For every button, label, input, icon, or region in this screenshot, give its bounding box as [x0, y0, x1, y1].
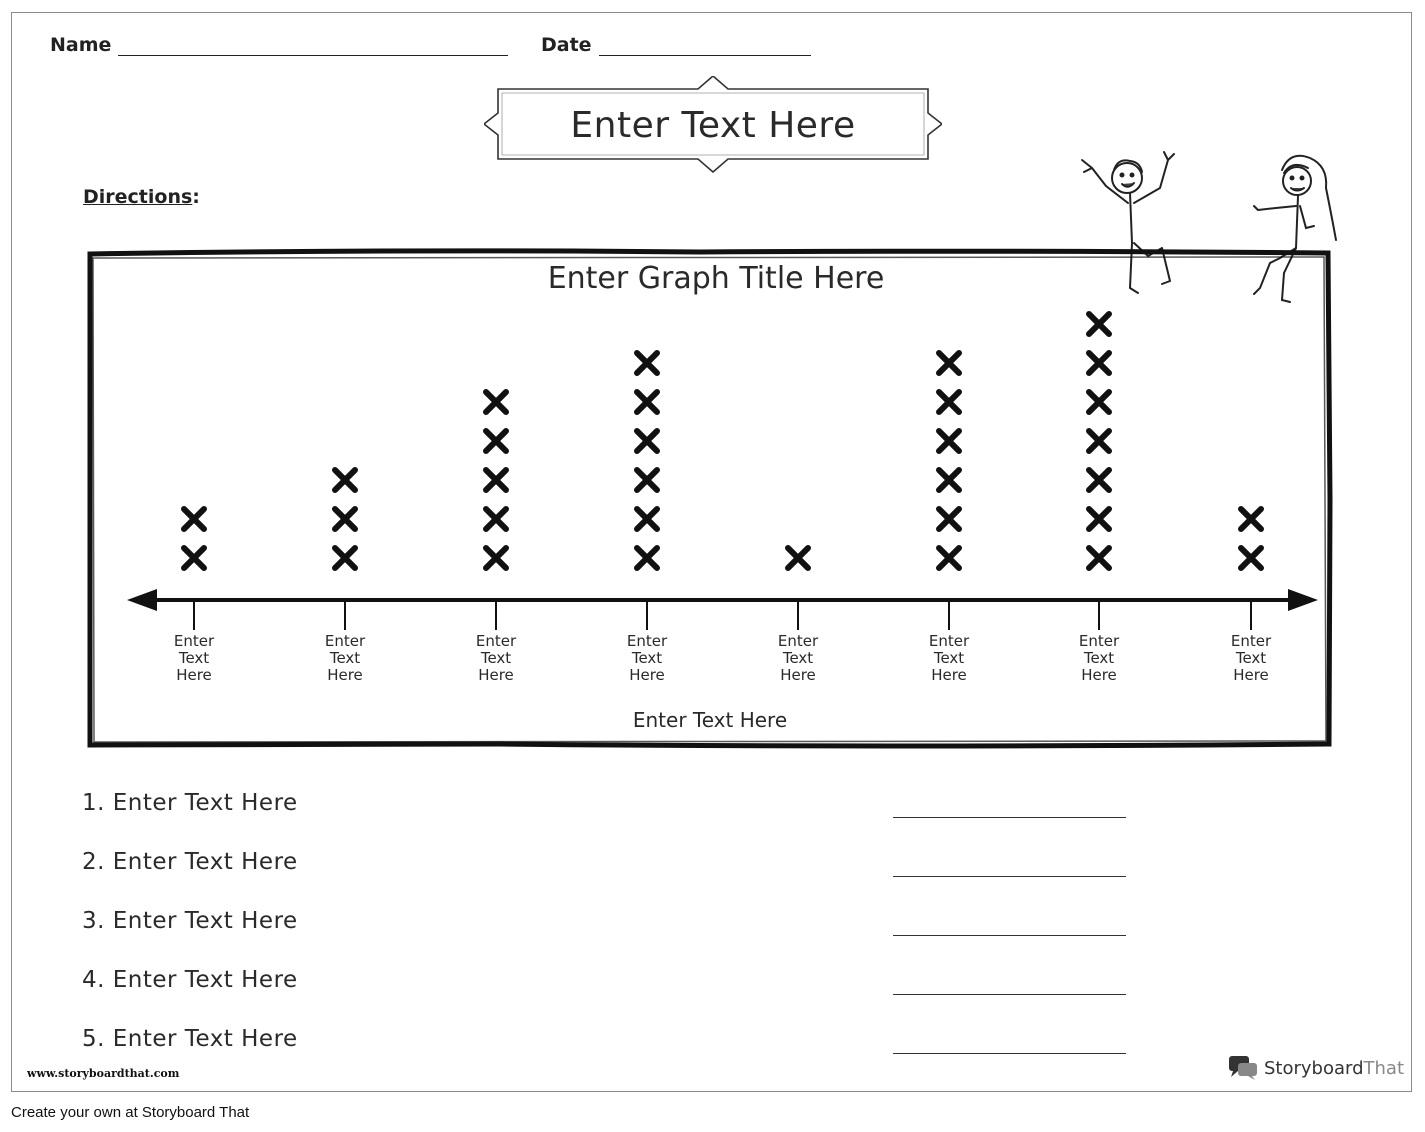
x-mark — [939, 392, 959, 412]
x-mark — [184, 509, 204, 529]
category-label: Enter — [928, 632, 970, 650]
directions-label: Directions: — [83, 186, 200, 208]
footer-url[interactable]: www.storyboardthat.com — [27, 1067, 180, 1080]
question-1[interactable]: 1. Enter Text Here — [82, 790, 298, 816]
question-2[interactable]: 2. Enter Text Here — [82, 849, 298, 875]
category-label: Enter — [324, 632, 366, 650]
date-label: Date — [541, 34, 592, 56]
x-mark — [335, 470, 355, 490]
answer-line-1[interactable] — [893, 817, 1126, 818]
category-label: Enter — [777, 632, 819, 650]
axis-arrow-right — [1288, 589, 1318, 611]
create-your-own-link[interactable]: Create your own at Storyboard That — [11, 1104, 250, 1121]
brand-first: Storyboard — [1264, 1057, 1364, 1079]
category-label: Text — [1083, 649, 1115, 667]
x-mark — [939, 353, 959, 373]
x-mark — [637, 548, 657, 568]
category-label: Here — [478, 666, 514, 684]
x-axis-label: Enter Text Here — [632, 708, 788, 732]
storyboardthat-logo[interactable] — [1228, 1055, 1404, 1081]
category-label: Here — [327, 666, 363, 684]
x-mark — [184, 548, 204, 568]
x-mark — [637, 392, 657, 412]
x-mark — [335, 509, 355, 529]
category-label: Text — [631, 649, 663, 667]
x-mark — [637, 353, 657, 373]
x-mark — [1089, 431, 1109, 451]
answer-line-4[interactable] — [893, 994, 1126, 995]
x-mark — [335, 548, 355, 568]
category-label: Here — [1233, 666, 1269, 684]
category-label: Text — [178, 649, 210, 667]
x-mark — [486, 392, 506, 412]
x-mark — [1089, 314, 1109, 334]
x-mark — [1089, 470, 1109, 490]
x-mark — [1089, 353, 1109, 373]
x-mark — [637, 509, 657, 529]
category-label: Text — [782, 649, 814, 667]
x-mark — [939, 509, 959, 529]
category-label: Enter — [626, 632, 668, 650]
question-4[interactable]: 4. Enter Text Here — [82, 967, 298, 993]
category-label: Here — [629, 666, 665, 684]
category-label: Enter — [173, 632, 215, 650]
x-mark — [1089, 509, 1109, 529]
x-mark — [637, 470, 657, 490]
x-mark — [1089, 548, 1109, 568]
category-label: Enter — [1078, 632, 1120, 650]
x-mark — [637, 431, 657, 451]
question-5[interactable]: 5. Enter Text Here — [82, 1026, 298, 1052]
category-label: Here — [1081, 666, 1117, 684]
x-mark — [486, 509, 506, 529]
x-mark — [486, 470, 506, 490]
category-label: Text — [1235, 649, 1267, 667]
question-3[interactable]: 3. Enter Text Here — [82, 908, 298, 934]
x-mark — [486, 431, 506, 451]
answer-line-3[interactable] — [893, 935, 1126, 936]
chart-frame-inner — [93, 256, 1326, 743]
worksheet-title[interactable]: Enter Text Here — [570, 104, 856, 146]
category-label: Text — [933, 649, 965, 667]
x-mark — [788, 548, 808, 568]
x-mark — [1089, 392, 1109, 412]
answer-line-2[interactable] — [893, 876, 1126, 877]
chart-title: Enter Graph Title Here — [547, 261, 885, 296]
category-label: Here — [176, 666, 212, 684]
category-label: Enter — [1230, 632, 1272, 650]
x-mark — [939, 470, 959, 490]
category-label: Text — [480, 649, 512, 667]
brand-second: That — [1363, 1057, 1405, 1079]
axis-arrow-left — [127, 589, 157, 611]
category-label: Here — [780, 666, 816, 684]
name-label: Name — [50, 34, 112, 56]
answer-line-5[interactable] — [893, 1053, 1126, 1054]
category-label: Here — [931, 666, 967, 684]
x-mark — [1241, 509, 1261, 529]
speech-bubble-icon — [1228, 1055, 1258, 1081]
x-mark — [1241, 548, 1261, 568]
category-label: Enter — [475, 632, 517, 650]
x-mark — [486, 548, 506, 568]
category-label: Text — [329, 649, 361, 667]
x-mark — [939, 548, 959, 568]
chart-frame — [90, 251, 1330, 746]
x-mark — [939, 431, 959, 451]
